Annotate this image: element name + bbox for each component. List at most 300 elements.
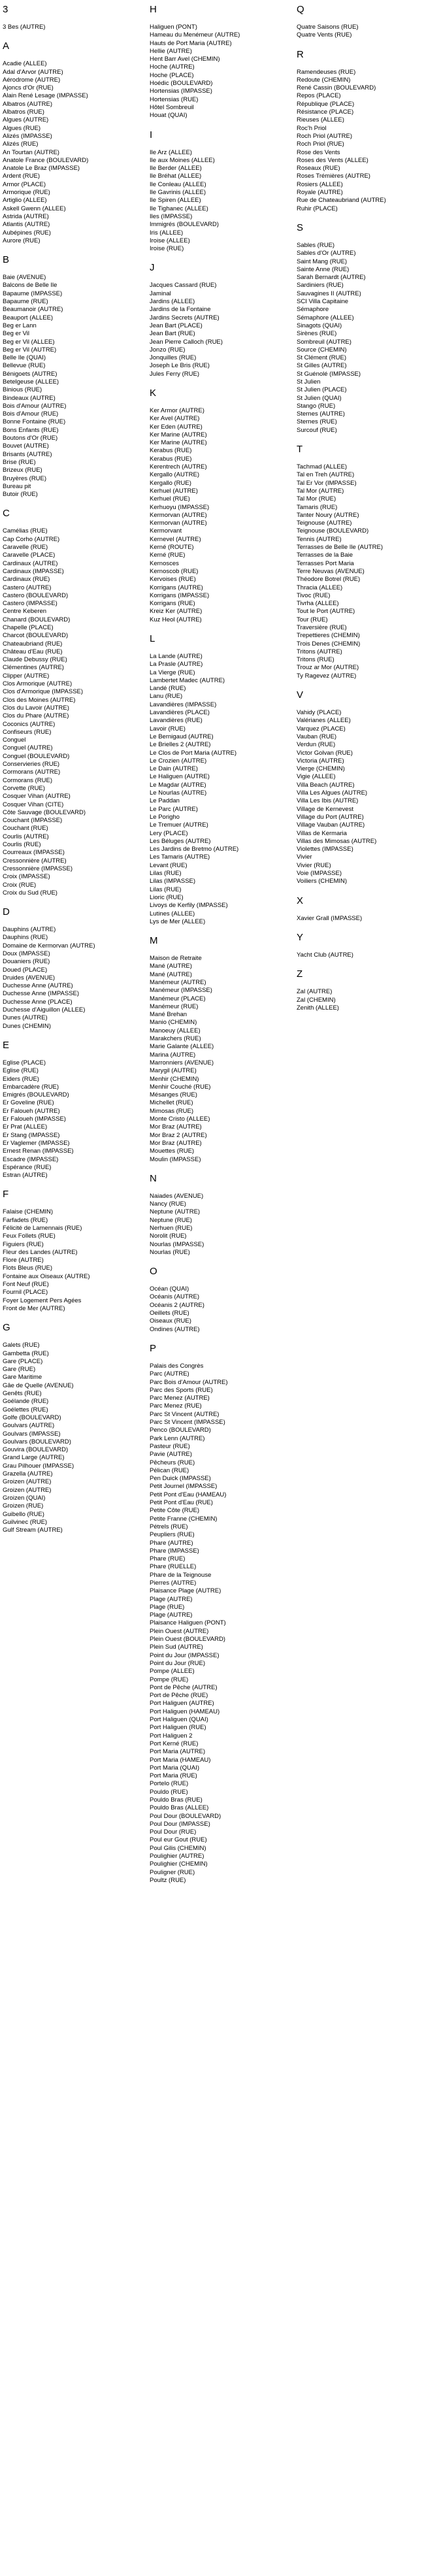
street-link[interactable]: Zenith (ALLEE) bbox=[297, 1004, 339, 1012]
street-link[interactable]: Zal (AUTRE) bbox=[297, 988, 333, 996]
street-link[interactable]: St Clément (RUE) bbox=[297, 354, 347, 362]
street-link[interactable]: Mor Braz 2 (AUTRE) bbox=[150, 1131, 207, 1139]
street-link[interactable]: Redoute (CHEMIN) bbox=[297, 76, 351, 84]
street-link[interactable]: Pompe (ALLEE) bbox=[150, 1668, 195, 1676]
street-link[interactable]: Voie (IMPASSE) bbox=[297, 870, 342, 878]
street-link[interactable]: Petit Journel (IMPASSE) bbox=[150, 1483, 218, 1491]
street-link[interactable]: Phare (IMPASSE) bbox=[150, 1547, 199, 1555]
street-link[interactable]: Kreiz Ker (AUTRE) bbox=[150, 608, 203, 616]
street-link[interactable]: Alain René Lesage (IMPASSE) bbox=[3, 92, 88, 100]
street-link[interactable]: Lioric (RUE) bbox=[150, 893, 184, 901]
street-link[interactable]: Tamaris (RUE) bbox=[297, 503, 338, 511]
street-link[interactable]: Théodore Botrel (RUE) bbox=[297, 576, 361, 584]
street-link[interactable]: Cardinaux (IMPASSE) bbox=[3, 567, 64, 575]
street-link[interactable]: Saint Mang (RUE) bbox=[297, 257, 348, 265]
street-link[interactable]: Pouldo Bras (ALLEE) bbox=[150, 1804, 209, 1812]
street-link[interactable]: Adal d'Arvor (AUTRE) bbox=[3, 68, 63, 76]
street-link[interactable]: Hent Barr Avel (CHEMIN) bbox=[150, 56, 220, 63]
street-link[interactable]: Dauphins (RUE) bbox=[3, 934, 48, 942]
street-link[interactable]: Parc Menez (AUTRE) bbox=[150, 1395, 210, 1402]
street-link[interactable]: Rose des Vents bbox=[297, 148, 340, 156]
street-link[interactable]: Ile Gavrinis (ALLEE) bbox=[150, 189, 206, 197]
street-link[interactable]: Port Haliguen (AUTRE) bbox=[150, 1700, 214, 1708]
street-link[interactable]: Bois d'Amour (RUE) bbox=[3, 410, 59, 418]
street-link[interactable]: Point du Jour (IMPASSE) bbox=[150, 1651, 220, 1659]
street-link[interactable]: Bapaume (IMPASSE) bbox=[3, 289, 63, 297]
street-link[interactable]: Pompe (RUE) bbox=[150, 1676, 189, 1683]
street-link[interactable]: Atlantis (AUTRE) bbox=[3, 221, 50, 229]
street-link[interactable]: Chapelle (PLACE) bbox=[3, 624, 54, 631]
street-link[interactable]: Er Vaglemer (IMPASSE) bbox=[3, 1139, 70, 1147]
street-link[interactable]: Joseph Le Bris (RUE) bbox=[150, 362, 210, 370]
street-link[interactable]: Norolit (RUE) bbox=[150, 1232, 187, 1240]
street-link[interactable]: Port de Pêche (RUE) bbox=[150, 1692, 208, 1700]
street-link[interactable]: Sombreuil (AUTRE) bbox=[297, 338, 351, 346]
street-link[interactable]: Quatre Vents (RUE) bbox=[297, 31, 352, 39]
street-link[interactable]: Mané Brehan bbox=[150, 1011, 188, 1019]
street-link[interactable]: Clémentines (AUTRE) bbox=[3, 664, 64, 672]
street-link[interactable]: Jardins (ALLEE) bbox=[150, 298, 195, 306]
street-link[interactable]: Roch Priol (RUE) bbox=[297, 140, 344, 148]
street-link[interactable]: Traversière (RUE) bbox=[297, 624, 347, 631]
street-link[interactable]: Pont de Pêche (AUTRE) bbox=[150, 1683, 218, 1691]
street-link[interactable]: Pierres (AUTRE) bbox=[150, 1579, 197, 1587]
street-link[interactable]: Tivrha (ALLEE) bbox=[297, 600, 339, 608]
street-link[interactable]: Tanter Noury (AUTRE) bbox=[297, 511, 359, 519]
street-link[interactable]: Bénigoets (AUTRE) bbox=[3, 370, 57, 378]
street-link[interactable]: An Tourtan (AUTRE) bbox=[3, 148, 59, 156]
street-link[interactable]: Félicité de Lamennais (RUE) bbox=[3, 1225, 82, 1232]
street-link[interactable]: Grand Large (AUTRE) bbox=[3, 1454, 65, 1462]
street-link[interactable]: Hoédic (BOULEVARD) bbox=[150, 80, 213, 88]
street-link[interactable]: Eiders (RUE) bbox=[3, 1075, 39, 1083]
street-link[interactable]: Clos d'Armorique (IMPASSE) bbox=[3, 688, 84, 696]
street-link[interactable]: Villas des Mimosas (AUTRE) bbox=[297, 837, 377, 845]
street-link[interactable]: Village Vauban (AUTRE) bbox=[297, 821, 365, 829]
street-link[interactable]: Roses des Vents (ALLEE) bbox=[297, 156, 368, 164]
street-link[interactable]: Aérodrome (AUTRE) bbox=[3, 76, 61, 84]
street-link[interactable]: Trepettieres (CHEMIN) bbox=[297, 632, 360, 640]
street-link[interactable]: Sternes (AUTRE) bbox=[297, 410, 345, 418]
street-link[interactable]: Lery (PLACE) bbox=[150, 829, 188, 837]
street-link[interactable]: Ile Spiren (ALLEE) bbox=[150, 197, 201, 205]
street-link[interactable]: Poul Dour (IMPASSE) bbox=[150, 1820, 210, 1828]
street-link[interactable]: Villa Les Algues (AUTRE) bbox=[297, 789, 368, 797]
street-link[interactable]: Korrigans (AUTRE) bbox=[150, 584, 203, 591]
street-link[interactable]: Sables d'Or (AUTRE) bbox=[297, 250, 356, 257]
street-link[interactable]: Kermorvant bbox=[150, 527, 182, 535]
street-link[interactable]: Lanu (RUE) bbox=[150, 693, 183, 701]
street-link[interactable]: Sables (RUE) bbox=[297, 241, 335, 249]
street-link[interactable]: Gare Maritime bbox=[3, 1374, 42, 1381]
street-link[interactable]: Lys de Mer (ALLEE) bbox=[150, 917, 206, 925]
street-link[interactable]: Bureau pit bbox=[3, 482, 31, 490]
street-link[interactable]: Cardinaux (AUTRE) bbox=[3, 559, 58, 567]
street-link[interactable]: Figuiers (RUE) bbox=[3, 1240, 44, 1248]
street-link[interactable]: Neptune (RUE) bbox=[150, 1216, 192, 1224]
street-link[interactable]: Sarah Bernardt (AUTRE) bbox=[297, 274, 366, 282]
street-link[interactable]: Betelgeuse (ALLEE) bbox=[3, 378, 59, 386]
street-link[interactable]: Beauport (ALLEE) bbox=[3, 314, 54, 322]
street-link[interactable]: Boutons d'Or (RUE) bbox=[3, 435, 58, 442]
street-link[interactable]: Trois Denes (CHEMIN) bbox=[297, 640, 361, 648]
street-link[interactable]: Ernest Renan (IMPASSE) bbox=[3, 1148, 74, 1155]
street-link[interactable]: Camélias (RUE) bbox=[3, 527, 48, 535]
street-link[interactable]: Lilas (RUE) bbox=[150, 870, 182, 878]
street-link[interactable]: Kerabus (RUE) bbox=[150, 455, 192, 463]
street-link[interactable]: Cormorans (RUE) bbox=[3, 776, 53, 784]
street-link[interactable]: Er Goveline (RUE) bbox=[3, 1099, 54, 1107]
street-link[interactable]: Astrida (AUTRE) bbox=[3, 212, 49, 220]
street-link[interactable]: Anatole Le Braz (IMPASSE) bbox=[3, 165, 80, 173]
street-link[interactable]: Cormorans (AUTRE) bbox=[3, 768, 61, 776]
street-link[interactable]: Kerhuel (RUE) bbox=[150, 495, 190, 503]
street-link[interactable]: Anatole France (BOULEVARD) bbox=[3, 156, 89, 164]
street-link[interactable]: Poul eur Gout (RUE) bbox=[150, 1836, 207, 1844]
street-link[interactable]: Brizeux (RUE) bbox=[3, 467, 42, 474]
street-link[interactable]: Bruyères (RUE) bbox=[3, 474, 47, 482]
street-link[interactable]: Côte Sauvage (BOULEVARD) bbox=[3, 808, 86, 816]
street-link[interactable]: Jules Ferry (RUE) bbox=[150, 370, 200, 378]
street-link[interactable]: Beg er Lann bbox=[3, 322, 37, 329]
street-link[interactable]: Croix (RUE) bbox=[3, 881, 37, 889]
street-link[interactable]: Source (CHEMIN) bbox=[297, 346, 347, 354]
street-link[interactable]: Manoeuy (ALLEE) bbox=[150, 1027, 201, 1034]
street-link[interactable]: Kervoises (RUE) bbox=[150, 576, 196, 584]
street-link[interactable]: Duchesse Anne (IMPASSE) bbox=[3, 990, 80, 998]
street-link[interactable]: Valérianes (ALLEE) bbox=[297, 717, 351, 725]
street-link[interactable]: Vierge (CHEMIN) bbox=[297, 765, 345, 773]
street-link[interactable]: Bois d'Amour (AUTRE) bbox=[3, 402, 67, 410]
street-link[interactable]: Résistance (PLACE) bbox=[297, 108, 354, 116]
street-link[interactable]: Ile aux Moines (ALLEE) bbox=[150, 156, 215, 164]
street-link[interactable]: Gâe de Quelle (AVENUE) bbox=[3, 1381, 74, 1389]
street-link[interactable]: Goélande (RUE) bbox=[3, 1398, 49, 1406]
street-link[interactable]: Tour (RUE) bbox=[297, 616, 328, 623]
street-link[interactable]: Le Brielles 2 (AUTRE) bbox=[150, 741, 211, 749]
street-link[interactable]: Pouldo Bras (RUE) bbox=[150, 1796, 203, 1804]
street-link[interactable]: Jean Bart (PLACE) bbox=[150, 322, 203, 329]
street-link[interactable]: Flore (AUTRE) bbox=[3, 1257, 44, 1264]
street-link[interactable]: Hameau du Menémeur (AUTRE) bbox=[150, 31, 240, 39]
street-link[interactable]: Royale (AUTRE) bbox=[297, 189, 343, 197]
street-link[interactable]: Lutines (ALLEE) bbox=[150, 910, 195, 917]
street-link[interactable]: Ile Arz (ALLEE) bbox=[150, 148, 192, 156]
street-link[interactable]: Poultz (RUE) bbox=[150, 1876, 186, 1884]
street-link[interactable]: Cardinaux (RUE) bbox=[3, 576, 50, 584]
street-link[interactable]: Duchesse Anne (PLACE) bbox=[3, 998, 73, 1006]
street-link[interactable]: Conguel (AUTRE) bbox=[3, 744, 53, 752]
street-link[interactable]: Parc St Vincent (IMPASSE) bbox=[150, 1419, 225, 1427]
street-link[interactable]: Clos du Phare (AUTRE) bbox=[3, 712, 69, 720]
street-link[interactable]: St Gilles (AUTRE) bbox=[297, 362, 347, 370]
street-link[interactable]: Cressonnière (AUTRE) bbox=[3, 857, 67, 865]
street-link[interactable]: Port Haliguen (RUE) bbox=[150, 1724, 206, 1732]
street-link[interactable]: Albatros (RUE) bbox=[3, 108, 44, 116]
street-link[interactable]: Butoir (RUE) bbox=[3, 491, 38, 499]
street-link[interactable]: Feux Follets (RUE) bbox=[3, 1232, 56, 1240]
street-link[interactable]: Pavie (AUTRE) bbox=[150, 1451, 192, 1459]
street-link[interactable]: Cosquer Vihan (CITE) bbox=[3, 801, 64, 808]
street-link[interactable]: Tennis (AUTRE) bbox=[297, 535, 342, 543]
street-link[interactable]: Village de Kernevest bbox=[297, 805, 353, 813]
street-link[interactable]: Er Faloueh (AUTRE) bbox=[3, 1107, 60, 1115]
street-link[interactable]: Estran (AUTRE) bbox=[3, 1172, 48, 1180]
street-link[interactable]: Hortensias (RUE) bbox=[150, 95, 199, 103]
street-link[interactable]: Ker Eden (AUTRE) bbox=[150, 423, 203, 431]
street-link[interactable]: Tachmad (ALLEE) bbox=[297, 463, 348, 471]
street-link[interactable]: Vahidy (PLACE) bbox=[297, 709, 342, 717]
street-link[interactable]: Binious (RUE) bbox=[3, 386, 42, 394]
street-link[interactable]: Ile Conleau (ALLEE) bbox=[150, 180, 206, 188]
street-link[interactable]: Plage (AUTRE) bbox=[150, 1595, 193, 1603]
street-link[interactable]: Armorique (RUE) bbox=[3, 189, 50, 197]
street-link[interactable]: Beg er Vil (AUTRE) bbox=[3, 346, 57, 354]
street-link[interactable]: Iroise (ALLEE) bbox=[150, 237, 190, 244]
street-link[interactable]: Conguel bbox=[3, 736, 26, 744]
street-link[interactable]: Eglise (RUE) bbox=[3, 1067, 39, 1075]
street-link[interactable]: Albatros (AUTRE) bbox=[3, 100, 53, 108]
street-link[interactable]: Villa Les Ibis (AUTRE) bbox=[297, 797, 359, 805]
street-link[interactable]: Guibello (RUE) bbox=[3, 1510, 44, 1518]
street-link[interactable]: Mésanges (RUE) bbox=[150, 1091, 197, 1099]
street-link[interactable]: Roseaux (RUE) bbox=[297, 165, 340, 173]
street-link[interactable]: Palais des Congrès bbox=[150, 1362, 204, 1370]
street-link[interactable]: Immigrés (BOULEVARD) bbox=[150, 221, 219, 229]
street-link[interactable]: Mor Braz (AUTRE) bbox=[150, 1123, 202, 1131]
street-link[interactable]: St Guénolé (IMPASSE) bbox=[297, 370, 361, 378]
street-link[interactable]: Falaise (CHEMIN) bbox=[3, 1208, 54, 1216]
street-link[interactable]: Parc des Sports (RUE) bbox=[150, 1386, 213, 1394]
street-link[interactable]: Kuz Heol (AUTRE) bbox=[150, 616, 202, 623]
street-link[interactable]: Iles (IMPASSE) bbox=[150, 212, 193, 220]
street-link[interactable]: Beg er Vil bbox=[3, 330, 30, 338]
street-link[interactable]: Hoche (AUTRE) bbox=[150, 63, 195, 71]
street-link[interactable]: Tal Mor (RUE) bbox=[297, 495, 336, 503]
street-link[interactable]: Yacht Club (AUTRE) bbox=[297, 951, 353, 959]
street-link[interactable]: Jonquilles (RUE) bbox=[150, 354, 197, 362]
street-link[interactable]: Ramendeuses (RUE) bbox=[297, 68, 356, 76]
street-link[interactable]: Er Faloueh (IMPASSE) bbox=[3, 1115, 66, 1123]
street-link[interactable]: Port Maria (RUE) bbox=[150, 1772, 197, 1780]
street-link[interactable]: Petite Franne (CHEMIN) bbox=[150, 1515, 218, 1523]
street-link[interactable]: Marygil (AUTRE) bbox=[150, 1067, 197, 1075]
street-link[interactable]: Mimosas (RUE) bbox=[150, 1107, 194, 1115]
street-link[interactable]: Océan (QUAI) bbox=[150, 1285, 189, 1293]
street-link[interactable]: Le Paddan bbox=[150, 797, 180, 805]
street-link[interactable]: Sauvagines II (AUTRE) bbox=[297, 289, 361, 297]
street-link[interactable]: Phare (AUTRE) bbox=[150, 1539, 193, 1547]
street-link[interactable]: Charcot (BOULEVARD) bbox=[3, 632, 69, 640]
street-link[interactable]: Corvette (RUE) bbox=[3, 784, 45, 792]
street-link[interactable]: Groizen (AUTRE) bbox=[3, 1478, 52, 1486]
street-link[interactable]: Espérance (RUE) bbox=[3, 1163, 52, 1171]
street-link[interactable]: Caravelle (RUE) bbox=[3, 544, 48, 552]
street-link[interactable]: Castero (BOULEVARD) bbox=[3, 591, 69, 599]
street-link[interactable]: Océanis 2 (AUTRE) bbox=[150, 1301, 204, 1309]
street-link[interactable]: Phare (RUELLE) bbox=[150, 1563, 197, 1571]
street-link[interactable]: Ardent (RUE) bbox=[3, 173, 41, 180]
street-link[interactable]: Levant (RUE) bbox=[150, 861, 188, 869]
street-link[interactable]: Goulvars (IMPASSE) bbox=[3, 1430, 61, 1438]
street-link[interactable]: Pouldo (RUE) bbox=[150, 1788, 188, 1796]
street-link[interactable]: Poulighier (AUTRE) bbox=[150, 1853, 204, 1860]
street-link[interactable]: Belle Ile (QUAI) bbox=[3, 354, 46, 362]
street-link[interactable]: Coconics (AUTRE) bbox=[3, 720, 56, 728]
street-link[interactable]: Dunes (CHEMIN) bbox=[3, 1022, 51, 1030]
street-link[interactable]: Plein Ouest (BOULEVARD) bbox=[150, 1636, 225, 1643]
street-link[interactable]: Mouettes (RUE) bbox=[150, 1148, 195, 1155]
street-link[interactable]: Port Maria (HAMEAU) bbox=[150, 1756, 211, 1764]
street-link[interactable]: Chanard (BOULEVARD) bbox=[3, 616, 71, 623]
street-link[interactable]: Druides (AVENUE) bbox=[3, 974, 56, 982]
street-link[interactable]: Petit Pont d'Eau (RUE) bbox=[150, 1499, 213, 1507]
street-link[interactable]: Violettes (IMPASSE) bbox=[297, 846, 353, 853]
street-link[interactable]: Kerhuoyu (IMPASSE) bbox=[150, 503, 210, 511]
street-link[interactable]: Terrasses de Belle Ile (AUTRE) bbox=[297, 544, 383, 552]
street-link[interactable]: Roc'h Priol bbox=[297, 124, 327, 132]
street-link[interactable]: Douaniers (RUE) bbox=[3, 958, 50, 966]
street-link[interactable]: Port Maria (AUTRE) bbox=[150, 1748, 205, 1756]
street-link[interactable]: Jardins de la Fontaine bbox=[150, 306, 211, 314]
street-link[interactable]: Lambertet Madec (AUTRE) bbox=[150, 676, 225, 684]
street-link[interactable]: Croix du Sud (RUE) bbox=[3, 889, 57, 897]
street-link[interactable]: Vivier bbox=[297, 853, 312, 861]
street-link[interactable]: Sirènes (RUE) bbox=[297, 330, 337, 338]
street-link[interactable]: Villa Beach (AUTRE) bbox=[297, 781, 355, 789]
street-link[interactable]: Rosiers (ALLEE) bbox=[297, 180, 343, 188]
street-link[interactable]: St Julien (QUAI) bbox=[297, 394, 342, 402]
street-link[interactable]: Kerné (ROUTE) bbox=[150, 544, 194, 552]
street-link[interactable]: Groizen (AUTRE) bbox=[3, 1486, 52, 1494]
street-link[interactable]: Er Stang (IMPASSE) bbox=[3, 1131, 60, 1139]
street-link[interactable]: Manémeur (PLACE) bbox=[150, 995, 206, 1002]
street-link[interactable]: Grau Pilhouer (IMPASSE) bbox=[3, 1462, 74, 1470]
street-link[interactable]: Alizés (IMPASSE) bbox=[3, 132, 52, 140]
street-link[interactable]: Grazella (AUTRE) bbox=[3, 1470, 53, 1478]
street-link[interactable]: Nerhuen (RUE) bbox=[150, 1225, 193, 1232]
street-link[interactable]: Le Porigho bbox=[150, 813, 180, 821]
street-link[interactable]: Balcons de Belle Ile bbox=[3, 282, 57, 289]
street-link[interactable]: Sémaphore (ALLEE) bbox=[297, 314, 354, 322]
street-link[interactable]: Le Dain (AUTRE) bbox=[150, 765, 198, 773]
street-link[interactable]: Vauban (RUE) bbox=[297, 733, 337, 740]
street-link[interactable]: Mor Braz (AUTRE) bbox=[150, 1139, 202, 1147]
street-link[interactable]: St Julien bbox=[297, 378, 321, 386]
street-link[interactable]: Petit Pont d'Eau (HAMEAU) bbox=[150, 1491, 227, 1498]
street-link[interactable]: Sternes (RUE) bbox=[297, 418, 337, 426]
street-link[interactable]: Croix (IMPASSE) bbox=[3, 873, 50, 881]
street-link[interactable]: Oeillets (RUE) bbox=[150, 1310, 189, 1317]
street-link[interactable]: La Lande (AUTRE) bbox=[150, 653, 203, 660]
street-link[interactable]: Teignouse (BOULEVARD) bbox=[297, 527, 369, 535]
street-link[interactable]: Marie Galante (ALLEE) bbox=[150, 1043, 214, 1051]
street-link[interactable]: Brisants (AUTRE) bbox=[3, 450, 52, 458]
street-link[interactable]: Duchesse d'Aiguillon (ALLEE) bbox=[3, 1006, 86, 1014]
street-link[interactable]: Parc Menez (RUE) bbox=[150, 1402, 202, 1410]
street-link[interactable]: Alizés (RUE) bbox=[3, 140, 39, 148]
street-link[interactable]: Manémeur (IMPASSE) bbox=[150, 987, 212, 995]
street-link[interactable]: SCI Villa Capitaine bbox=[297, 298, 349, 306]
street-link[interactable]: Ruhir (PLACE) bbox=[297, 205, 338, 212]
street-link[interactable]: Domaine de Kermorvan (AUTRE) bbox=[3, 942, 95, 949]
street-link[interactable]: Fontaine aux Oiseaux (AUTRE) bbox=[3, 1272, 90, 1280]
street-link[interactable]: Le Magdar (AUTRE) bbox=[150, 781, 206, 789]
street-link[interactable]: Plein Ouest (AUTRE) bbox=[150, 1627, 209, 1635]
street-link[interactable]: Jaminal bbox=[150, 289, 171, 297]
street-link[interactable]: René Cassin (BOULEVARD) bbox=[297, 84, 376, 92]
street-link[interactable]: Terrasses Port Maria bbox=[297, 559, 354, 567]
street-link[interactable]: Manémeur (AUTRE) bbox=[150, 978, 206, 986]
street-link[interactable]: Kermorvan (AUTRE) bbox=[150, 520, 207, 527]
street-link[interactable]: Gare (PLACE) bbox=[3, 1357, 43, 1365]
street-link[interactable]: Mané (AUTRE) bbox=[150, 963, 192, 970]
street-link[interactable]: Les Tamaris (AUTRE) bbox=[150, 853, 210, 861]
street-link[interactable]: Plaisance Plage (AUTRE) bbox=[150, 1587, 221, 1595]
street-link[interactable]: Hortensias (IMPASSE) bbox=[150, 88, 212, 95]
street-link[interactable]: Er Prat (ALLEE) bbox=[3, 1123, 48, 1131]
street-link[interactable]: Pen Duick (IMPASSE) bbox=[150, 1475, 211, 1483]
street-link[interactable]: Kerhuel (AUTRE) bbox=[150, 487, 198, 495]
street-link[interactable]: Monte Cristo (ALLEE) bbox=[150, 1115, 210, 1123]
street-link[interactable]: Lavandières (RUE) bbox=[150, 717, 203, 725]
street-link[interactable]: Terre Neuvas (AVENUE) bbox=[297, 567, 365, 575]
street-link[interactable]: Xavier Grall (IMPASSE) bbox=[297, 914, 363, 922]
street-link[interactable]: Chateaubriand (RUE) bbox=[3, 640, 63, 648]
street-link[interactable]: Château d'Eau (RUE) bbox=[3, 648, 63, 655]
street-link[interactable]: Hoche (PLACE) bbox=[150, 71, 194, 79]
street-link[interactable]: Castero (IMPASSE) bbox=[3, 600, 57, 608]
street-link[interactable]: Le Nourlas (AUTRE) bbox=[150, 789, 207, 797]
street-link[interactable]: Bapaume (RUE) bbox=[3, 298, 48, 306]
street-link[interactable]: Fournil (PLACE) bbox=[3, 1289, 48, 1296]
street-link[interactable]: Courlis (RUE) bbox=[3, 841, 41, 849]
street-link[interactable]: Claude Debussy (RUE) bbox=[3, 656, 67, 664]
street-link[interactable]: Neptune (AUTRE) bbox=[150, 1208, 201, 1216]
street-link[interactable]: Oiseaux (RUE) bbox=[150, 1317, 191, 1325]
street-link[interactable]: 3 Bes (AUTRE) bbox=[3, 24, 46, 31]
street-link[interactable]: Nancy (RUE) bbox=[150, 1200, 186, 1208]
street-link[interactable]: Voiliers (CHEMIN) bbox=[297, 878, 348, 885]
street-link[interactable]: Roses Trémières (AUTRE) bbox=[297, 173, 370, 180]
street-link[interactable]: Naiades (AVENUE) bbox=[150, 1192, 204, 1200]
street-link[interactable]: Iroise (RUE) bbox=[150, 245, 184, 253]
street-link[interactable]: Clos du Lavoir (AUTRE) bbox=[3, 704, 69, 712]
street-link[interactable]: Tritons (RUE) bbox=[297, 656, 335, 664]
street-link[interactable]: Ker Marine (AUTRE) bbox=[150, 431, 207, 438]
street-link[interactable]: Plaisance Haliguen (PONT) bbox=[150, 1619, 226, 1627]
street-link[interactable]: Peupliers (RUE) bbox=[150, 1531, 195, 1539]
street-link[interactable]: Conguel (BOULEVARD) bbox=[3, 752, 70, 760]
street-link[interactable]: Kernosces bbox=[150, 559, 179, 567]
street-link[interactable]: Menhir Couché (RUE) bbox=[150, 1083, 211, 1091]
street-link[interactable]: Farfadets (RUE) bbox=[3, 1216, 48, 1224]
street-link[interactable]: La Prasle (AUTRE) bbox=[150, 661, 203, 669]
street-link[interactable]: Clos des Moines (AUTRE) bbox=[3, 696, 76, 704]
street-link[interactable]: Surcouf (RUE) bbox=[297, 426, 337, 434]
street-link[interactable]: Phare (RUE) bbox=[150, 1555, 186, 1563]
street-link[interactable]: Hôtel Sombreuil bbox=[150, 103, 194, 111]
street-link[interactable]: Port Maria (QUAI) bbox=[150, 1764, 200, 1772]
street-link[interactable]: Aurore (RUE) bbox=[3, 237, 41, 244]
street-link[interactable]: Victoria (AUTRE) bbox=[297, 757, 344, 765]
street-link[interactable]: Algues (AUTRE) bbox=[3, 116, 49, 124]
street-link[interactable]: Port Haliguen 2 bbox=[150, 1732, 193, 1740]
street-link[interactable]: Teignouse (AUTRE) bbox=[297, 520, 352, 527]
street-link[interactable]: Fleur des Landes (AUTRE) bbox=[3, 1248, 78, 1256]
street-link[interactable]: Jacques Cassard (RUE) bbox=[150, 282, 217, 289]
street-link[interactable]: Pasteur (RUE) bbox=[150, 1442, 190, 1450]
